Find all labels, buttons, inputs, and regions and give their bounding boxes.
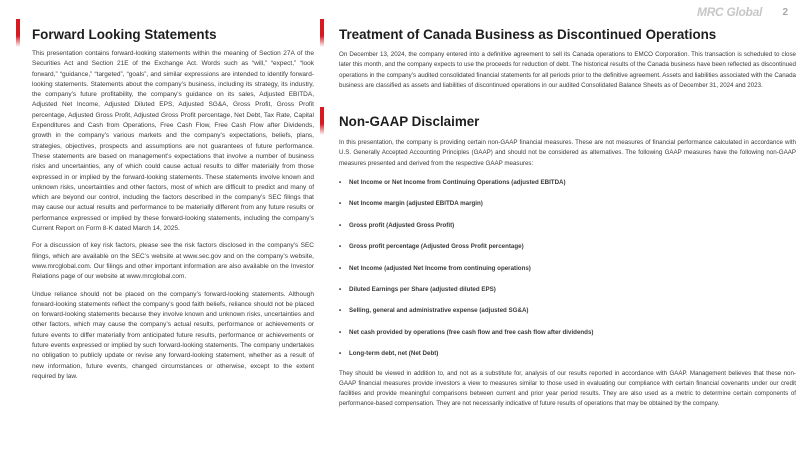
non-gaap-title: Non-GAAP Disclaimer (339, 114, 480, 130)
forward-looking-title: Forward Looking Statements (32, 27, 217, 42)
list-item (339, 199, 796, 209)
list-item-label: Selling, general and administrative expense (adjusted SG&A) (349, 307, 529, 315)
non-gaap-closing-paragraph: They should be viewed in addition to, and not as a substitute for, analysis of our results reported in accordance with GAAP. Management believes that these non-GAAP financial measures provide investors a view to measures similar to those used in evaluating our compliance with certain financial covenants under our credit facilities and provide meaningful comparisons between current and prior year period results. They are also used as a metric to determine certain components of performance-based compensation. They are not necessarily indicative of future results of operations that may be obtained by the company. (339, 369, 796, 408)
forward-looking-paragraph: This presentation contains forward-looking statements within the meaning of Section 27A of the Securities Act and Section 21E of the Exchange Act. Words such as “will,” “expect,” “look forward,” “guidance,” “targeted”, “goals”, and similar expressions are intended to identify forward-looking statements. Statements about the company’s business, including its strategy, its industry, the company’s future profitability, the company’s guidance on its sales, Adjusted EBITDA, Adjusted Net Income, Adjusted Diluted EPS, Adjusted SG&A, Gross Profit, Gross Profit percentage, Adjusted Gross Profit, Adjusted Gross Profit percentage, Net Debt, Tax Rate, Capital Expenditures and Cash from Operations, Free Cash Flow, Free Cash Flow after Dividends, growth in the company’s various markets and the company’s expectations, beliefs, plans, strategies, objectives, prospects and assumptions are not guarantees of future performance. These statements are based on management’s expectations that involve a number of business risks and uncertainties, any of which could cause actual results to differ materially from those expressed in or implied by the forward-looking statements. These statements involve known and unknown risks, uncertainties and other factors, most of which are difficult to predict and many of which are beyond our control, including the factors described in the company’s SEC filings that may cause our actual results and performance to be materially different from any future results or performance expressed or implied by these forward-looking statements, including the company’s Current Report on Form 8-K dated March 14, 2025. (32, 50, 314, 233)
canada-paragraph: On December 13, 2024, the company entered into a definitive agreement to sell its Canada operations to EMCO Corporation. This transaction is scheduled to close later this month, and the company expects to use the proceeds for reduction of debt. The historical results of the Canada business have been reflected as discontinued operations in the company’s audited consolidated financial statements for all periods prior to the definitive agreement. Assets and liabilities associated with the Canada business are classified as assets and liabilities of discontinued operations in our audited Consolidated Balance Sheets as of December 31, 2024 and 2023. (339, 51, 796, 89)
list-item (339, 306, 796, 316)
list-item-label: Net Income margin (adjusted EBITDA margin) (349, 200, 483, 208)
list-item-label: Net cash provided by operations (free cash flow and free cash flow after dividends) (349, 328, 594, 336)
bullet-icon: • (339, 179, 342, 187)
list-item-label: Net Income or Net Income from Continuing Operations (adjusted EBITDA) (349, 179, 566, 187)
list-item-label: Long-term debt, net (Net Debt) (349, 350, 439, 358)
list-item-label: Gross profit percentage (Adjusted Gross Profit percentage) (349, 243, 524, 251)
list-item-label: Net Income (adjusted Net Income from continuing operations) (349, 264, 531, 272)
bullet-icon: • (339, 350, 342, 358)
list-item (339, 285, 796, 295)
non-gaap-closing (320, 369, 796, 410)
section-accent-bar (320, 19, 324, 47)
bullet-icon: • (339, 221, 342, 229)
list-item-label: Gross profit (Adjusted Gross Profit) (349, 221, 455, 229)
bullet-icon: • (339, 286, 342, 294)
company-logo: MRC Global (697, 5, 762, 19)
list-item (339, 264, 796, 274)
non-gaap-intro-paragraph: In this presentation, the company is providing certain non-GAAP financial measures. These are not measures of financial performance calculated in accordance with U.S. Generally Accepted Accounting Principles (GAAP) and should not be considered as alternatives. The following GAAP measures have the following non-GAAP measures presented and derived from the respective GAAP measures: (339, 139, 796, 167)
right-column (320, 18, 796, 410)
bullet-icon: • (339, 307, 342, 315)
bullet-icon: • (339, 264, 342, 272)
forward-looking-body (16, 42, 314, 382)
list-item-label: Diluted Earnings per Share (adjusted diluted EPS) (349, 286, 496, 294)
list-item (339, 242, 796, 252)
slide-number: 2 (782, 7, 788, 18)
non-gaap-intro (320, 129, 796, 169)
canada-body (320, 42, 796, 91)
undue-reliance-paragraph: Undue reliance should not be placed on the company’s forward-looking statements. Although forward-looking statements reflect the company’s good faith beliefs, reliance should not be placed on forward-looking statements because they involve known and unknown risks, uncertainties and other factors, which may cause the company’s actual results, performance or achievements or future events to differ materially from anticipated future results, performance or achievements or future events expressed or implied by such forward-looking statements. The company undertakes no obligation to publicly update or revise any forward-looking statement, whether as a result of new information, future events, changed circumstances or otherwise, except to the extent required by law. (32, 290, 314, 380)
forward-looking-section (16, 18, 314, 389)
list-item (339, 178, 796, 188)
non-gaap-header (320, 114, 796, 129)
section-accent-bar (320, 107, 324, 135)
bullet-icon: • (339, 243, 342, 251)
bullet-icon: • (339, 328, 342, 336)
list-item (339, 328, 796, 338)
list-item (339, 221, 796, 231)
risk-factors-paragraph: For a discussion of key risk factors, please see the risk factors disclosed in the company’s SEC filings, which are available on the SEC’s website at www.sec.gov and on the company’s website, www.mrcglobal.com. Our filings and other important information are also available on the Investor Relations page of our website at www.mrcglobal.com. (32, 242, 314, 281)
bullet-icon: • (339, 200, 342, 208)
canada-title: Treatment of Canada Business as Discontinued Operations (339, 27, 717, 42)
section-accent-bar (16, 19, 20, 47)
non-gaap-measures-list (320, 178, 796, 359)
list-item (339, 349, 796, 359)
